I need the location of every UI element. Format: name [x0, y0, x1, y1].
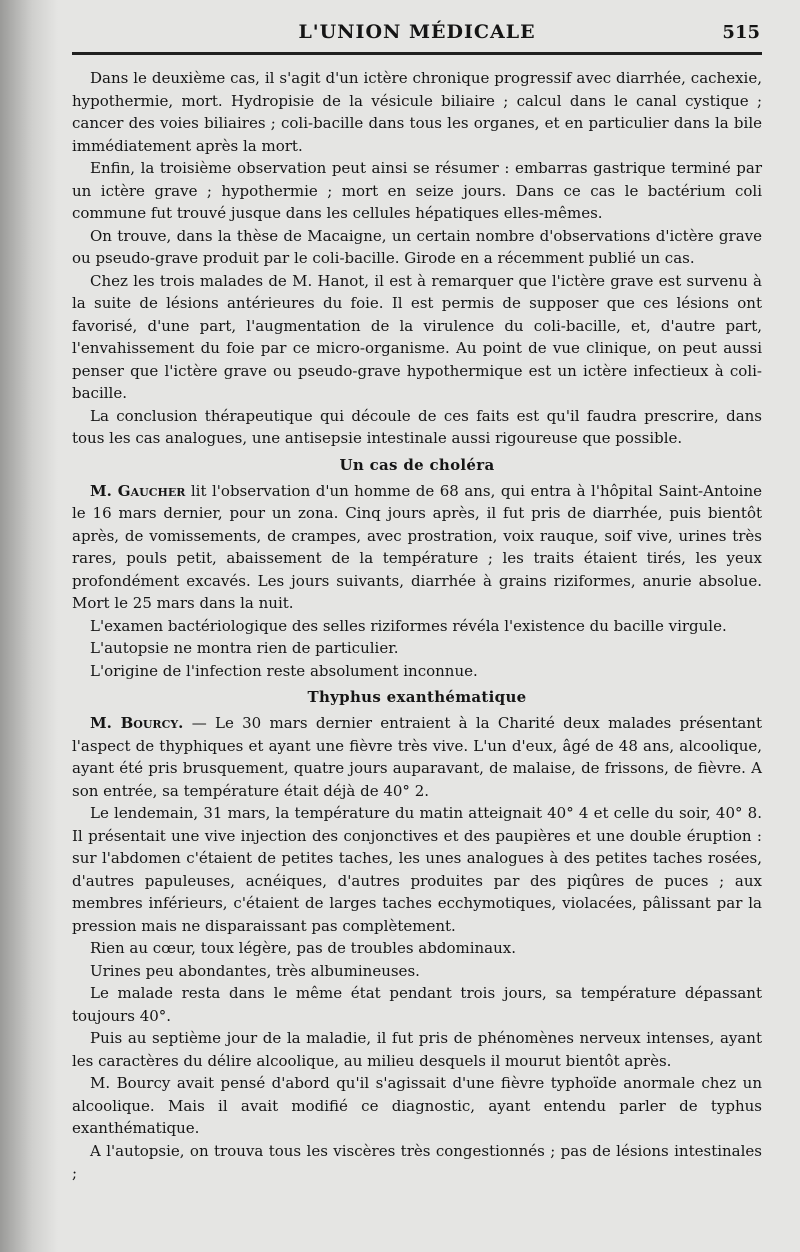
paragraph: La conclusion thérapeutique qui découle de ces faits est qu'il faudra prescrire, dans tous les cas analogues, une antisepsie intestinale aussi rigoureuse que possible. [72, 406, 762, 447]
paragraph: Chez les trois malades de M. Hanot, il est à remarquer que l'ictère grave est survenu à la suite de lésions antérieures du foie. Il est permis de supposer que ces lésions ont favorisé, d'une part, l'augmentation de la virulence du coli-bacille, et, d'autre part, l'envahissement du foie par ce micro-organisme. Au point de vue clinique, on peut aussi penser que l'ictère grave ou pseudo-grave hypothermique est un ictère infectieux à coli-bacille. [72, 271, 762, 402]
paragraph: Dans le deuxième cas, il s'agit d'un ictère chronique progressif avec diarrhée, cachexie, hypothermie, mort. Hydropisie de la vésicule biliaire ; calcul dans le canal cystique ; cancer des voies biliaires ; coli-bacille dans tous les organes, et en particulier dans la bile immédiatement après la mort. [72, 69, 762, 155]
paragraph: Rien au cœur, toux légère, pas de troubles abdominaux. [90, 939, 516, 957]
paragraph: L'examen bactériologique des selles riziformes révéla l'existence du bacille virgule. [90, 616, 727, 635]
paragraph: On trouve, dans la thèse de Macaigne, un certain nombre d'observations d'ictère grave ou pseudo-grave produit par le coli-bacille. Girode en a récemment publié un cas. [72, 226, 762, 267]
section-title-typhus: Thyphus exanthématique [307, 688, 527, 706]
author-name: M. Bourcy. [90, 714, 184, 732]
author-name: M. Gaucher [90, 481, 186, 500]
paragraph: Urines peu abondantes, très albumineuses. [90, 961, 420, 980]
paragraph-text: lit l'observation d'un homme de 68 ans, qui entra à l'hôpital Saint-Antoine le 16 mars dernier, pour un zona. Cinq jours après, il fut pris de diarrhée, puis bientôt après, de vomissements, de crampes, avec prostration, voix rauque, soif vive, urines très rares, pouls petit, abaissement de la température ; les traits étaient tirés, les yeux profondément excavés. Les jours suivants, diarrhée à grains riziformes, anurie absolue. Mort le 25 mars dans la nuit. [72, 481, 762, 612]
paragraph: Enfin, la troisième observation peut ainsi se résumer : embarras gastrique terminé par un ictère grave ; hypothermie ; mort en seize jours. Dans ce cas le bactérium coli commune fut trouvé jusque dans les cellules hépatiques elles-mêmes. [72, 159, 762, 222]
paragraph: A l'autopsie, on trouva tous les viscères très congestionnés ; pas de lésions intestinales ; [72, 1141, 762, 1182]
paragraph-text: — Le 30 mars dernier entraient à la Charité deux malades présentant l'aspect de thyphiques et ayant une fièvre très vive. L'un d'eux, âgé de 48 ans, alcoolique, ayant été pris brusquement, quatre jours auparavant, de malaise, de frissons, de fièvre. A son entrée, sa température était déjà de 40° 2. [72, 714, 762, 800]
paragraph: L'autopsie ne montra rien de particulier. [90, 639, 399, 657]
binding-shadow [0, 0, 58, 1252]
paragraph: Le lendemain, 31 mars, la température du matin atteignait 40° 4 et celle du soir, 40° 8. Il présentait une vive injection des conjonctives et des paupières et une double éruption : sur l'abdomen c'étaient de petites taches, les unes analogues à des petites taches rosées, d'autres papuleuses, acnéiques, d'autres produites par des piqûres de puces ; aux membres inférieurs, c'étaient de larges taches ecchymotiques, violacées, pâlissant par la pression mais ne disparaissant pas complètement. [72, 804, 762, 935]
section-title-cholera: Un cas de choléra [339, 455, 495, 474]
paragraph [72, 712, 762, 802]
paragraph: Puis au septième jour de la maladie, il fut pris de phénomènes nerveux intenses, ayant les caractères du délire alcoolique, au milieu desquels il mourut bientôt après. [72, 1029, 762, 1070]
paragraph: Le malade resta dans le même état pendant trois jours, sa température dépassant toujours 40°. [72, 984, 762, 1025]
page-header [72, 18, 762, 55]
paragraph: L'origine de l'infection reste absolument inconnue. [90, 661, 478, 680]
paragraph: M. Bourcy avait pensé d'abord qu'il s'agissait d'une fièvre typhoïde anormale chez un alcoolique. Mais il avait modifié ce diagnostic, ayant entendu parler de typhus exanthématique. [72, 1074, 762, 1137]
article-body [72, 67, 762, 1185]
page-number: 515 [722, 22, 760, 43]
paragraph [72, 480, 762, 615]
running-title: L'UNION MÉDICALE [298, 21, 536, 43]
